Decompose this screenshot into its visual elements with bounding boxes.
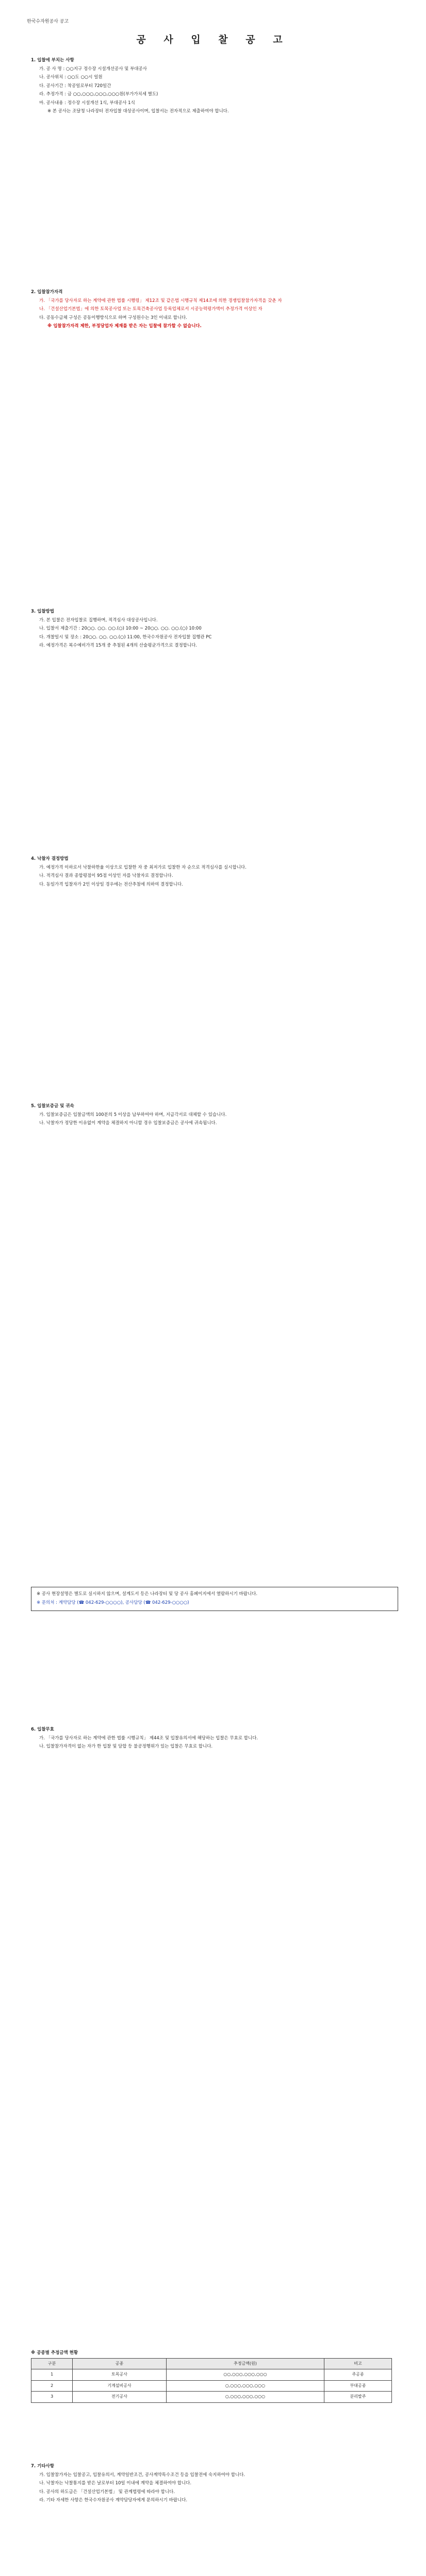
table-header: 구분 [31, 2358, 73, 2369]
list-item: 나. 공사위치 : ○○도 ○○시 일원 [39, 75, 103, 80]
page-title: 공 사 입 찰 공 고 [136, 34, 290, 45]
table-cell: 주공종 [324, 2369, 392, 2381]
issuer-label: 한국수자원공사 공고 [27, 19, 69, 24]
table-cell: 기계설비공사 [73, 2380, 167, 2392]
section-bid-items [31, 57, 397, 116]
list-item: 다. 개찰일시 및 장소 : 20○○. ○○. ○○.(○) 11:00, 한국수자원공사 전자입찰 집행관 PC [39, 634, 212, 640]
table-cell: 3 [31, 2392, 73, 2403]
table-row [31, 2369, 392, 2381]
list-item: 라. 기타 자세한 사항은 한국수자원공사 계약담당자에게 문의하시기 바랍니다. [39, 2498, 188, 2503]
table-cell: ○○,○○○,○○○,○○○ [166, 2369, 324, 2381]
table-cell: 토목공사 [73, 2369, 167, 2381]
table-cell: ○,○○○,○○○,○○○ [166, 2392, 324, 2403]
list-item: 마. 공사내용 : 정수장 시설개선 1식, 부대공사 1식 [39, 100, 135, 106]
section-heading: 7. 기타사항 [31, 2464, 54, 2469]
section-award-method [31, 855, 397, 889]
cost-table [31, 2358, 392, 2403]
list-item: 다. 공사의 하도급은 「건설산업기본법」 및 관계법령에 따라야 합니다. [39, 2489, 175, 2495]
table-cell: 2 [31, 2380, 73, 2392]
section-other [31, 2463, 397, 2505]
list-item: 나. 낙찰자가 정당한 이유없이 계약을 체결하지 아니할 경우 입찰보증금은 공사에 귀속됩니다. [39, 1121, 217, 1126]
list-item: 가. 본 입찰은 전자입찰로 집행하며, 적격심사 대상공사입니다. [39, 617, 158, 623]
table-row [31, 2392, 392, 2403]
list-item: 다. 공사기간 : 착공일로부터 720일간 [39, 83, 111, 89]
list-item: 가. 예정가격 이하로서 낙찰하한율 이상으로 입찰한 자 중 최저가로 입찰한 자 순으로 적격심사를 실시합니다. [39, 865, 247, 870]
table-cell: 분리발주 [324, 2392, 392, 2403]
note-text: ※ 본 공사는 조달청 나라장터 전자입찰 대상공사이며, 입찰서는 전자적으로 제출하여야 합니다. [47, 109, 229, 114]
list-item: 나. 입찰참가자격이 없는 자가 한 입찰 및 담합 등 불공정행위가 있는 입찰은 무효로 합니다. [39, 1744, 213, 1749]
table-header: 추정금액(원) [166, 2358, 324, 2369]
table-header: 공종 [73, 2358, 167, 2369]
table-cell: 부대공종 [324, 2380, 392, 2392]
section-heading: 6. 입찰무효 [31, 1727, 54, 1732]
table-header: 비고 [324, 2358, 392, 2369]
list-item: 라. 예정가격은 복수예비가격 15개 중 추첨된 4개의 산술평균가격으로 결정합니다. [39, 643, 197, 648]
table-row [31, 2380, 392, 2392]
notice-box [31, 1587, 398, 1611]
section-qualification [31, 289, 397, 331]
table-header-row [31, 2358, 392, 2369]
list-item: 다. 동일가격 입찰자가 2인 이상일 경우에는 전산추첨에 의하여 결정합니다. [39, 882, 183, 887]
list-item: 나. 적격심사 결과 종합평점이 95점 이상인 자를 낙찰자로 결정합니다. [39, 873, 173, 878]
table-cell: ○,○○○,○○○,○○○ [166, 2380, 324, 2392]
section-heading: 2. 입찰참가자격 [31, 290, 63, 295]
section-heading: 3. 입찰방법 [31, 609, 54, 614]
section-heading: 5. 입찰보증금 및 귀속 [31, 1104, 74, 1109]
list-item: 나. 낙찰자는 낙찰통지를 받은 날로부터 10일 이내에 계약을 체결하여야 합니다. [39, 2481, 192, 2486]
list-item: 가. 「국가를 당사자로 하는 계약에 관한 법률 시행규칙」 제44조 및 입찰유의서에 해당하는 입찰은 무효로 합니다. [39, 1735, 258, 1741]
contact-info: ※ 문의처 : 계약담당 (☎ 042-629-○○○○), 공사담당 (☎ 042-629-○○○○) [37, 1600, 189, 1605]
table-cell: 전기공사 [73, 2392, 167, 2403]
list-item: 나. 「건설산업기본법」에 의한 토목공사업 또는 토목건축공사업 등록업체로서 시공능력평가액이 추정가격 이상인 자 [39, 307, 263, 312]
cost-table-section [31, 2349, 397, 2403]
notice-text: ※ 공사 현장설명은 별도로 실시하지 않으며, 설계도서 등은 나라장터 및 당 공사 홈페이지에서 열람하시기 바랍니다. [37, 1591, 258, 1597]
list-item: 가. 공 사 명 : ○○지구 정수장 시설개선공사 및 부대공사 [39, 66, 147, 72]
list-item: 가. 입찰보증금은 입찰금액의 100분의 5 이상을 납부하여야 하며, 지급각서로 대체할 수 있습니다. [39, 1112, 227, 1117]
warning-note: ※ 입찰참가자격 제한, 부정당업자 제재를 받은 자는 입찰에 참가할 수 없습니다. [47, 324, 202, 329]
table-caption: ※ 공종별 추정금액 현황 [31, 2350, 78, 2355]
list-item: 라. 추정가격 : 금 ○○,○○○,○○○,○○○원(부가가치세 별도) [39, 92, 158, 97]
section-bid-bond [31, 1103, 397, 1128]
section-bid-method [31, 608, 397, 651]
section-invalid-bids [31, 1726, 397, 1752]
list-item: 가. 「국가를 당사자로 하는 계약에 관한 법률 시행령」 제12조 및 같은법 시행규칙 제14조에 의한 경쟁입찰참가자격을 갖춘 자 [39, 298, 282, 303]
list-item: 가. 입찰참가자는 입찰공고, 입찰유의서, 계약일반조건, 공사계약특수조건 등을 입찰전에 숙지하여야 합니다. [39, 2472, 245, 2478]
list-item: 나. 입찰서 제출기간 : 20○○. ○○. ○○.(○) 10:00 ~ 20○○. ○○. ○○.(○) 10:00 [39, 626, 202, 631]
list-item: 다. 공동수급체 구성은 공동이행방식으로 하며 구성원수는 3인 이내로 합니다. [39, 315, 187, 320]
section-heading: 4. 낙찰자 결정방법 [31, 856, 69, 861]
table-cell: 1 [31, 2369, 73, 2381]
section-heading: 1. 입찰에 부치는 사항 [31, 58, 74, 63]
